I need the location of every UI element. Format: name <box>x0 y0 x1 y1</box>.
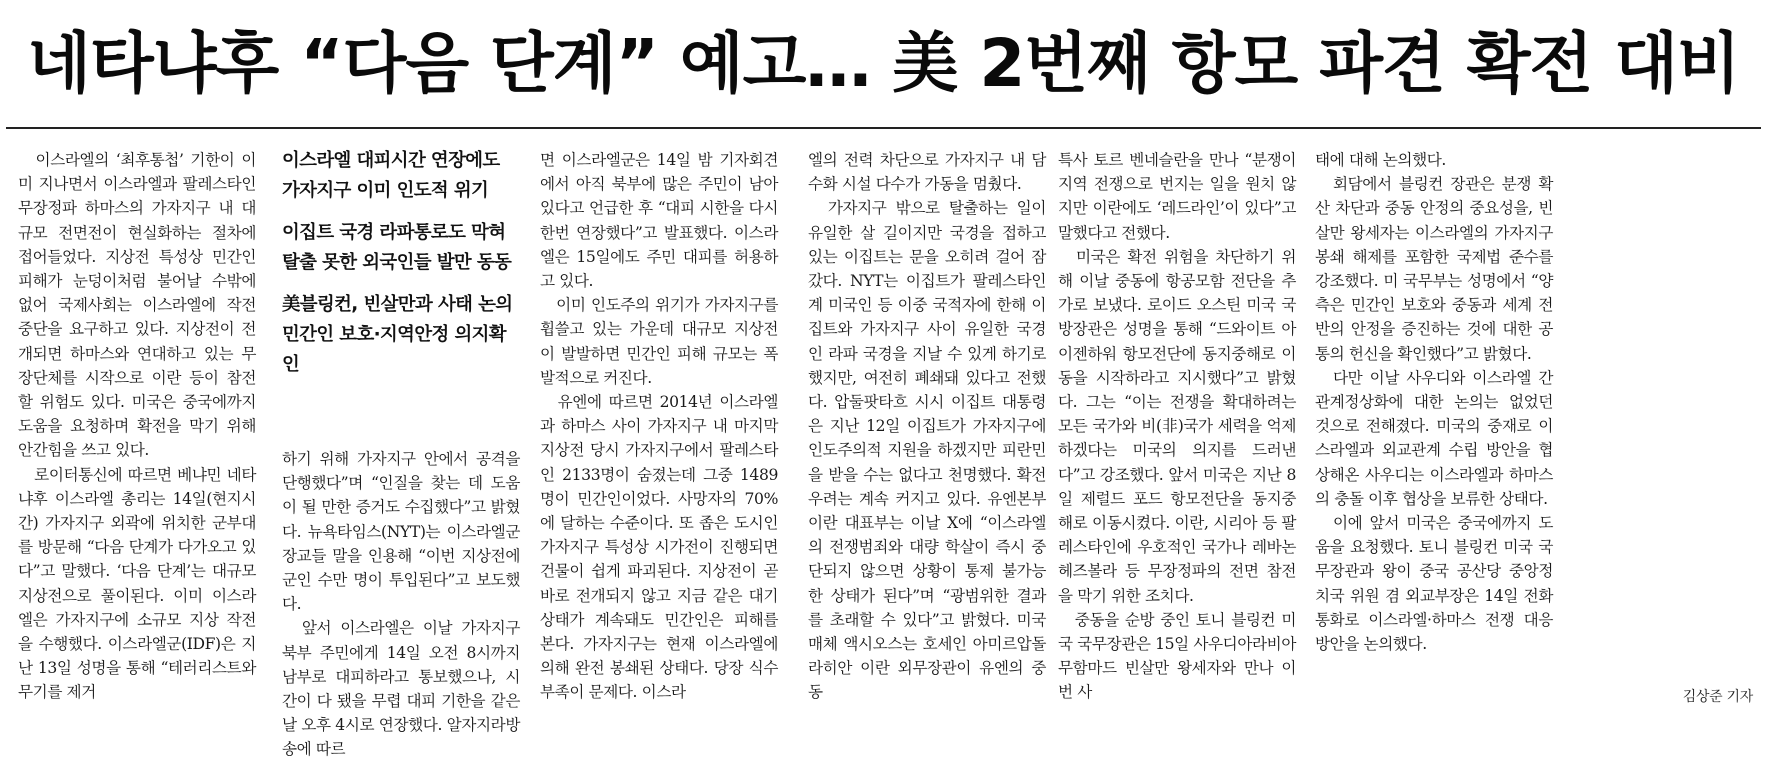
headline-divider <box>6 127 1761 129</box>
article-column-3: 면 이스라엘군은 14일 밤 기자회견에서 아직 북부에 많은 주민이 남아 있다고 언급한 후 “대피 시한을 다시 한번 연장했다”고 발표했다. 이스라엘은 15일에도 주민 대피를 허용하고 있다. 이미 인도주의 위기가 가자지구를 휩쓸고 있는 가운데 대규모 지상전이 발발하면 민간인 피해 규모는 폭발적으로 커진다. 유엔에 따르면 2014년 이스라엘과 하마스 사이 가자지구 내 마지막 지상전 당시 가자지구에서 팔레스타인 2133명이 숨졌는데 그중 1489명이 민간인이었다. 사망자의 70%에 달하는 수준이다. 또 좁은 도시인 가자지구 특성상 시가전이 진행되면 건물이 쉽게 파괴된다. 지상전이 곧바로 전개되지 않고 지금 같은 대기 상태가 계속돼도 민간인은 피해를 본다. 가자지구는 현재 이스라엘에 의해 완전 봉쇄된 상태다. 당장 식수 부족이 문제다. 이스라 <box>540 151 778 702</box>
subheadline-3: 美블링컨, 빈살만과 사태 논의 민간인 보호·지역안정 의지확인 <box>282 294 513 375</box>
byline: 김상준 기자 <box>1682 689 1753 705</box>
article-column-5: 특사 토르 벤네슬란을 만나 “분쟁이 지역 전쟁으로 번지는 일을 원치 않지만 이란에도 ‘레드라인’이 있다”고 말했다고 전했다. 미국은 확전 위험을 차단하기 위해 이날 중동에 항공모함 전단을 추가로 보냈다. 로이드 오스틴 미국 국방장관은 성명을 통해 “드와이트 아이젠하워 항모전단에 동지중해로 이동을 시작하라고 지시했다”고 밝혔다. 그는 “이는 전쟁을 확대하려는 모든 국가와 비(非)국가 세력을 억제하겠다는 미국의 의지를 드러낸다”고 강조했다. 앞서 미국은 지난 8일 제럴드 포드 항모전단을 동지중해로 이동시켰다. 이란, 시리아 등 팔레스타인에 우호적인 국가나 레바논 헤즈볼라 등 무장정파의 전면 참전을 막기 위한 조치다. 중동을 순방 중인 토니 블링컨 미국 국무장관은 15일 사우디아라비아 무함마드 빈살만 왕세자와 만나 이번 사 <box>1058 151 1297 702</box>
subheadline-2: 이집트 국경 라파통로도 막혀 탈출 못한 외국인들 발만 동동 <box>282 222 512 273</box>
article-column-6: 태에 대해 논의했다. 회담에서 블링컨 장관은 분쟁 확산 차단과 중동 안정의 중요성을, 빈살만 왕세자는 이스라엘의 가자지구 봉쇄 해제를 포함한 국제법 준수를 강조했다. 미 국무부는 성명에서 “양측은 민간인 보호와 중동과 세계 전반의 안정을 증진하는 것에 대한 공통의 헌신을 확인했다”고 밝혔다. 다만 이날 사우디와 이스라엘 간 관계정상화에 대한 논의는 없었던 것으로 전해졌다. 미국의 중재로 이스라엘과 외교관계 수립 방안을 협상해온 사우디는 이스라엘과 하마스의 충돌 이후 협상을 보류한 상태다. 이에 앞서 미국은 중국에까지 도움을 요청했다. 토니 블링컨 미국 국무장관과 왕이 중국 공산당 중앙정치국 위원 겸 외교부장은 14일 전화 통화로 이스라엘·하마스 전쟁 대응 방안을 논의했다. <box>1315 151 1553 654</box>
headline: 네타냐후 “다음 단계” 예고… 美 2번째 항모 파견 확전 대비 <box>27 25 1740 102</box>
article-column-1: 이스라엘의 ‘최후통첩’ 기한이 이미 지나면서 이스라엘과 팔레스타인 무장정파 하마스의 가자지구 내 대규모 전면전이 현실화하는 절차에 접어들었다. 지상전 특성상 민간인 피해가 눈덩이처럼 불어날 수밖에 없어 국제사회는 이스라엘에 작전 중단을 요구하고 있다. 지상전이 전개되면 하마스와 연대하고 있는 무장단체를 시작으로 이란 등이 참전할 위험도 있다. 미국은 중국에까지 도움을 요청하며 확전을 막기 위해 안간힘을 쓰고 있다. 로이터통신에 따르면 베냐민 네타냐후 이스라엘 총리는 14일(현지시간) 가자지구 외곽에 위치한 군부대를 방문해 “다음 단계가 다가오고 있다”고 말했다. ‘다음 단계’는 대규모 지상전으로 풀이된다. 이미 이스라엘은 가자지구에 소규모 지상 작전을 수행했다. 이스라엘군(IDF)은 지난 13일 성명을 통해 “테러리스트와 무기를 제거 <box>18 151 256 702</box>
article-column-2: 하기 위해 가자지구 안에서 공격을 단행했다”며 “인질을 찾는 데 도움이 될 만한 증거도 수집했다”고 밝혔다. 뉴욕타임스(NYT)는 이스라엘군 장교들 말을 인용해 “이번 지상전에 군인 수만 명이 투입된다”고 보도했다. 앞서 이스라엘은 이날 가자지구 북부 주민에게 14일 오전 8시까지 남부로 대피하라고 통보했으나, 시간이 다 됐을 무렵 대피 기한을 같은 날 오후 4시로 연장했다. 알자지라방송에 따르 <box>282 450 520 759</box>
subheadline-group <box>282 146 522 392</box>
article-column-4: 엘의 전력 차단으로 가자지구 내 담수화 시설 다수가 가동을 멈췄다. 가자지구 밖으로 탈출하는 일이 유일한 살 길이지만 국경을 접하고 있는 이집트는 문을 오히려 걸어 잠갔다. NYT는 이집트가 팔레스타인계 미국인 등 이중 국적자에 한해 이집트와 가자지구 사이 유일한 국경인 라파 국경을 지날 수 있게 하기로 했지만, 여전히 폐쇄돼 있다고 전했다. 압둘팟타흐 시시 이집트 대통령은 지난 12일 이집트가 가자지구에 인도주의적 지원을 하겠지만 피란민을 받을 수는 없다고 천명했다. 확전 우려는 계속 커지고 있다. 유엔본부 이란 대표부는 이날 X에 “이스라엘의 전쟁범죄와 대량 학살이 즉시 중단되지 않으면 상황이 통제 불가능한 상태가 된다”며 “광범위한 결과를 초래할 수 있다”고 밝혔다. 미국 매체 액시오스는 호세인 아미르압돌라히안 이란 외무장관이 유엔의 중동 <box>808 151 1046 702</box>
subheadline-1: 이스라엘 대피시간 연장에도 가자지구 이미 인도적 위기 <box>282 150 500 201</box>
